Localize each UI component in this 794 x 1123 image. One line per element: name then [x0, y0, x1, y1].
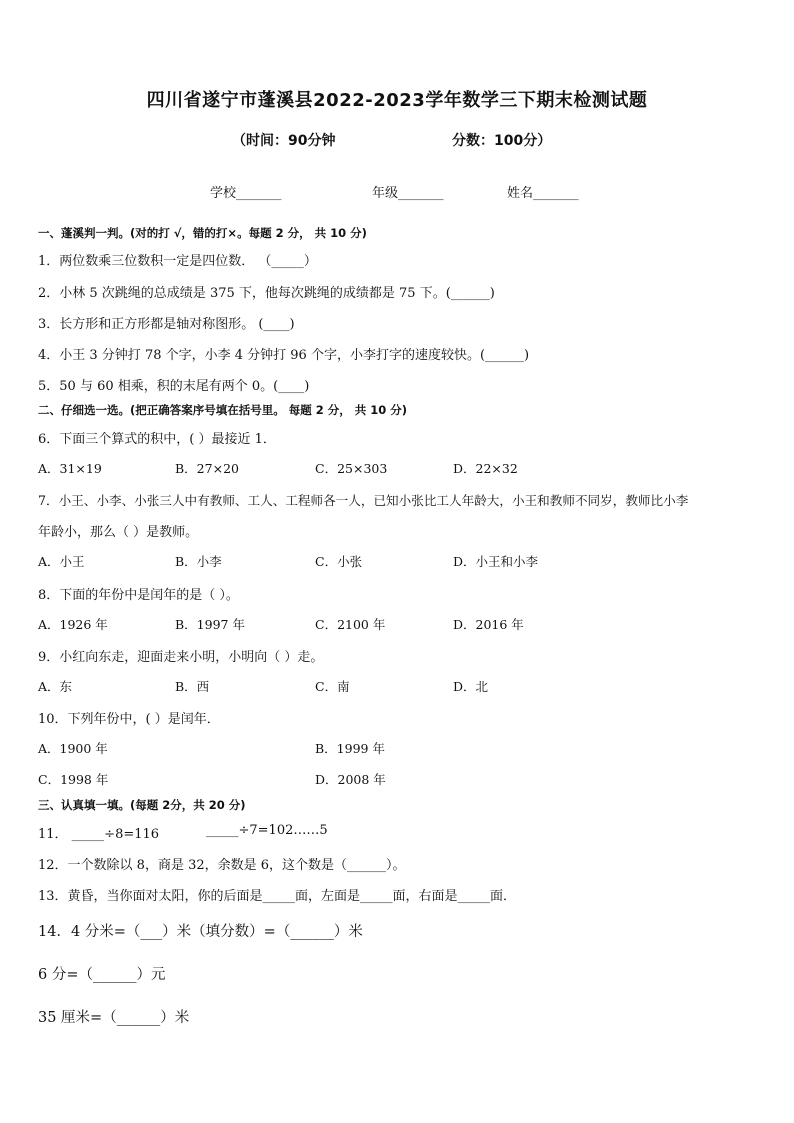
question-14-b: 6 分=（______）元	[38, 967, 166, 983]
q7-option-c: C．小张	[315, 554, 363, 569]
q8-option-d: D．2016 年	[453, 617, 524, 632]
q8-option-a: A．1926 年	[38, 617, 108, 632]
q10-option-a: A．1900 年	[38, 741, 108, 756]
question-3: 3．长方形和正方形都是轴对称图形。 (____)	[38, 317, 295, 332]
q8-option-b: B．1997 年	[175, 617, 245, 632]
q9-option-b: B．西	[175, 679, 210, 694]
q7-option-a: A．小王	[38, 554, 85, 569]
question-10: 10．下列年份中，( ）是闰年．	[38, 712, 220, 727]
question-9: 9．小红向东走，迎面走来小明，小明向（ ）走。	[38, 650, 324, 665]
section-1-heading: 一、蓬溪判一判。(对的打 √，错的打×。每题 2 分， 共 10 分)	[38, 226, 367, 240]
question-7-line-2: 年龄小，那么（ ）是教师。	[38, 525, 199, 540]
section-3-heading: 三、认真填一填。(每题 2分，共 20 分)	[38, 798, 246, 812]
q10-option-d: D．2008 年	[315, 772, 386, 787]
question-2: 2．小林 5 次跳绳的总成绩是 375 下，他每次跳绳的成绩都是 75 下。(______)	[38, 286, 495, 301]
q9-option-a: A．东	[38, 679, 73, 694]
q9-option-c: C．南	[315, 679, 350, 694]
name-field: 姓名_______	[507, 186, 579, 201]
question-7-line-1: 7．小王、小李、小张三人中有教师、工人、工程师各一人，已知小张比工人年龄大，小王和教师不同岁，教师比小李	[38, 493, 689, 508]
question-5: 5．50 与 60 相乘，积的末尾有两个 0。(____)	[38, 379, 310, 394]
q7-option-b: B．小李	[175, 554, 222, 569]
q6-option-a: A．31×19	[38, 461, 102, 476]
question-1: 1．两位数乘三位数积一定是四位数． （_____）	[38, 254, 317, 269]
q9-option-d: D．北	[453, 679, 489, 694]
exam-time: （时间：90分钟	[232, 133, 336, 149]
q10-option-c: C．1998 年	[38, 772, 109, 787]
question-14-a: 14．4 分米=（___）米（填分数）=（______）米	[38, 924, 363, 940]
question-12: 12．一个数除以 8，商是 32，余数是 6，这个数是（______）。	[38, 858, 406, 873]
question-4: 4．小王 3 分钟打 78 个字，小李 4 分钟打 96 个字，小李打字的速度较快。(______)	[38, 348, 530, 363]
q6-option-b: B．27×20	[175, 461, 239, 476]
question-13: 13．黄昏，当你面对太阳，你的后面是_____面，左面是_____面，右面是_____面．	[38, 889, 517, 904]
q10-option-b: B．1999 年	[315, 741, 385, 756]
question-11-a: 11． _____÷8=116	[38, 827, 160, 842]
grade-field: 年级_______	[372, 186, 444, 201]
page-title: 四川省遂宁市蓬溪县2022-2023学年数学三下期末检测试题	[146, 90, 648, 111]
school-field: 学校_______	[210, 186, 282, 201]
q8-option-c: C．2100 年	[315, 617, 386, 632]
question-6: 6．下面三个算式的积中，( ）最接近 1．	[38, 432, 276, 447]
section-2-heading: 二、仔细选一选。(把正确答案序号填在括号里。 每题 2 分， 共 10 分)	[38, 403, 408, 417]
exam-score: 分数：100分）	[452, 133, 552, 149]
question-14-c: 35 厘米=（______）米	[38, 1010, 190, 1026]
q6-option-c: C．25×303	[315, 461, 388, 476]
question-8: 8．下面的年份中是闰年的是（ ）。	[38, 588, 239, 603]
q6-option-d: D．22×32	[453, 461, 518, 476]
q7-option-d: D．小王和小李	[453, 554, 539, 569]
question-11-b: _____÷7=102……5	[206, 823, 328, 838]
